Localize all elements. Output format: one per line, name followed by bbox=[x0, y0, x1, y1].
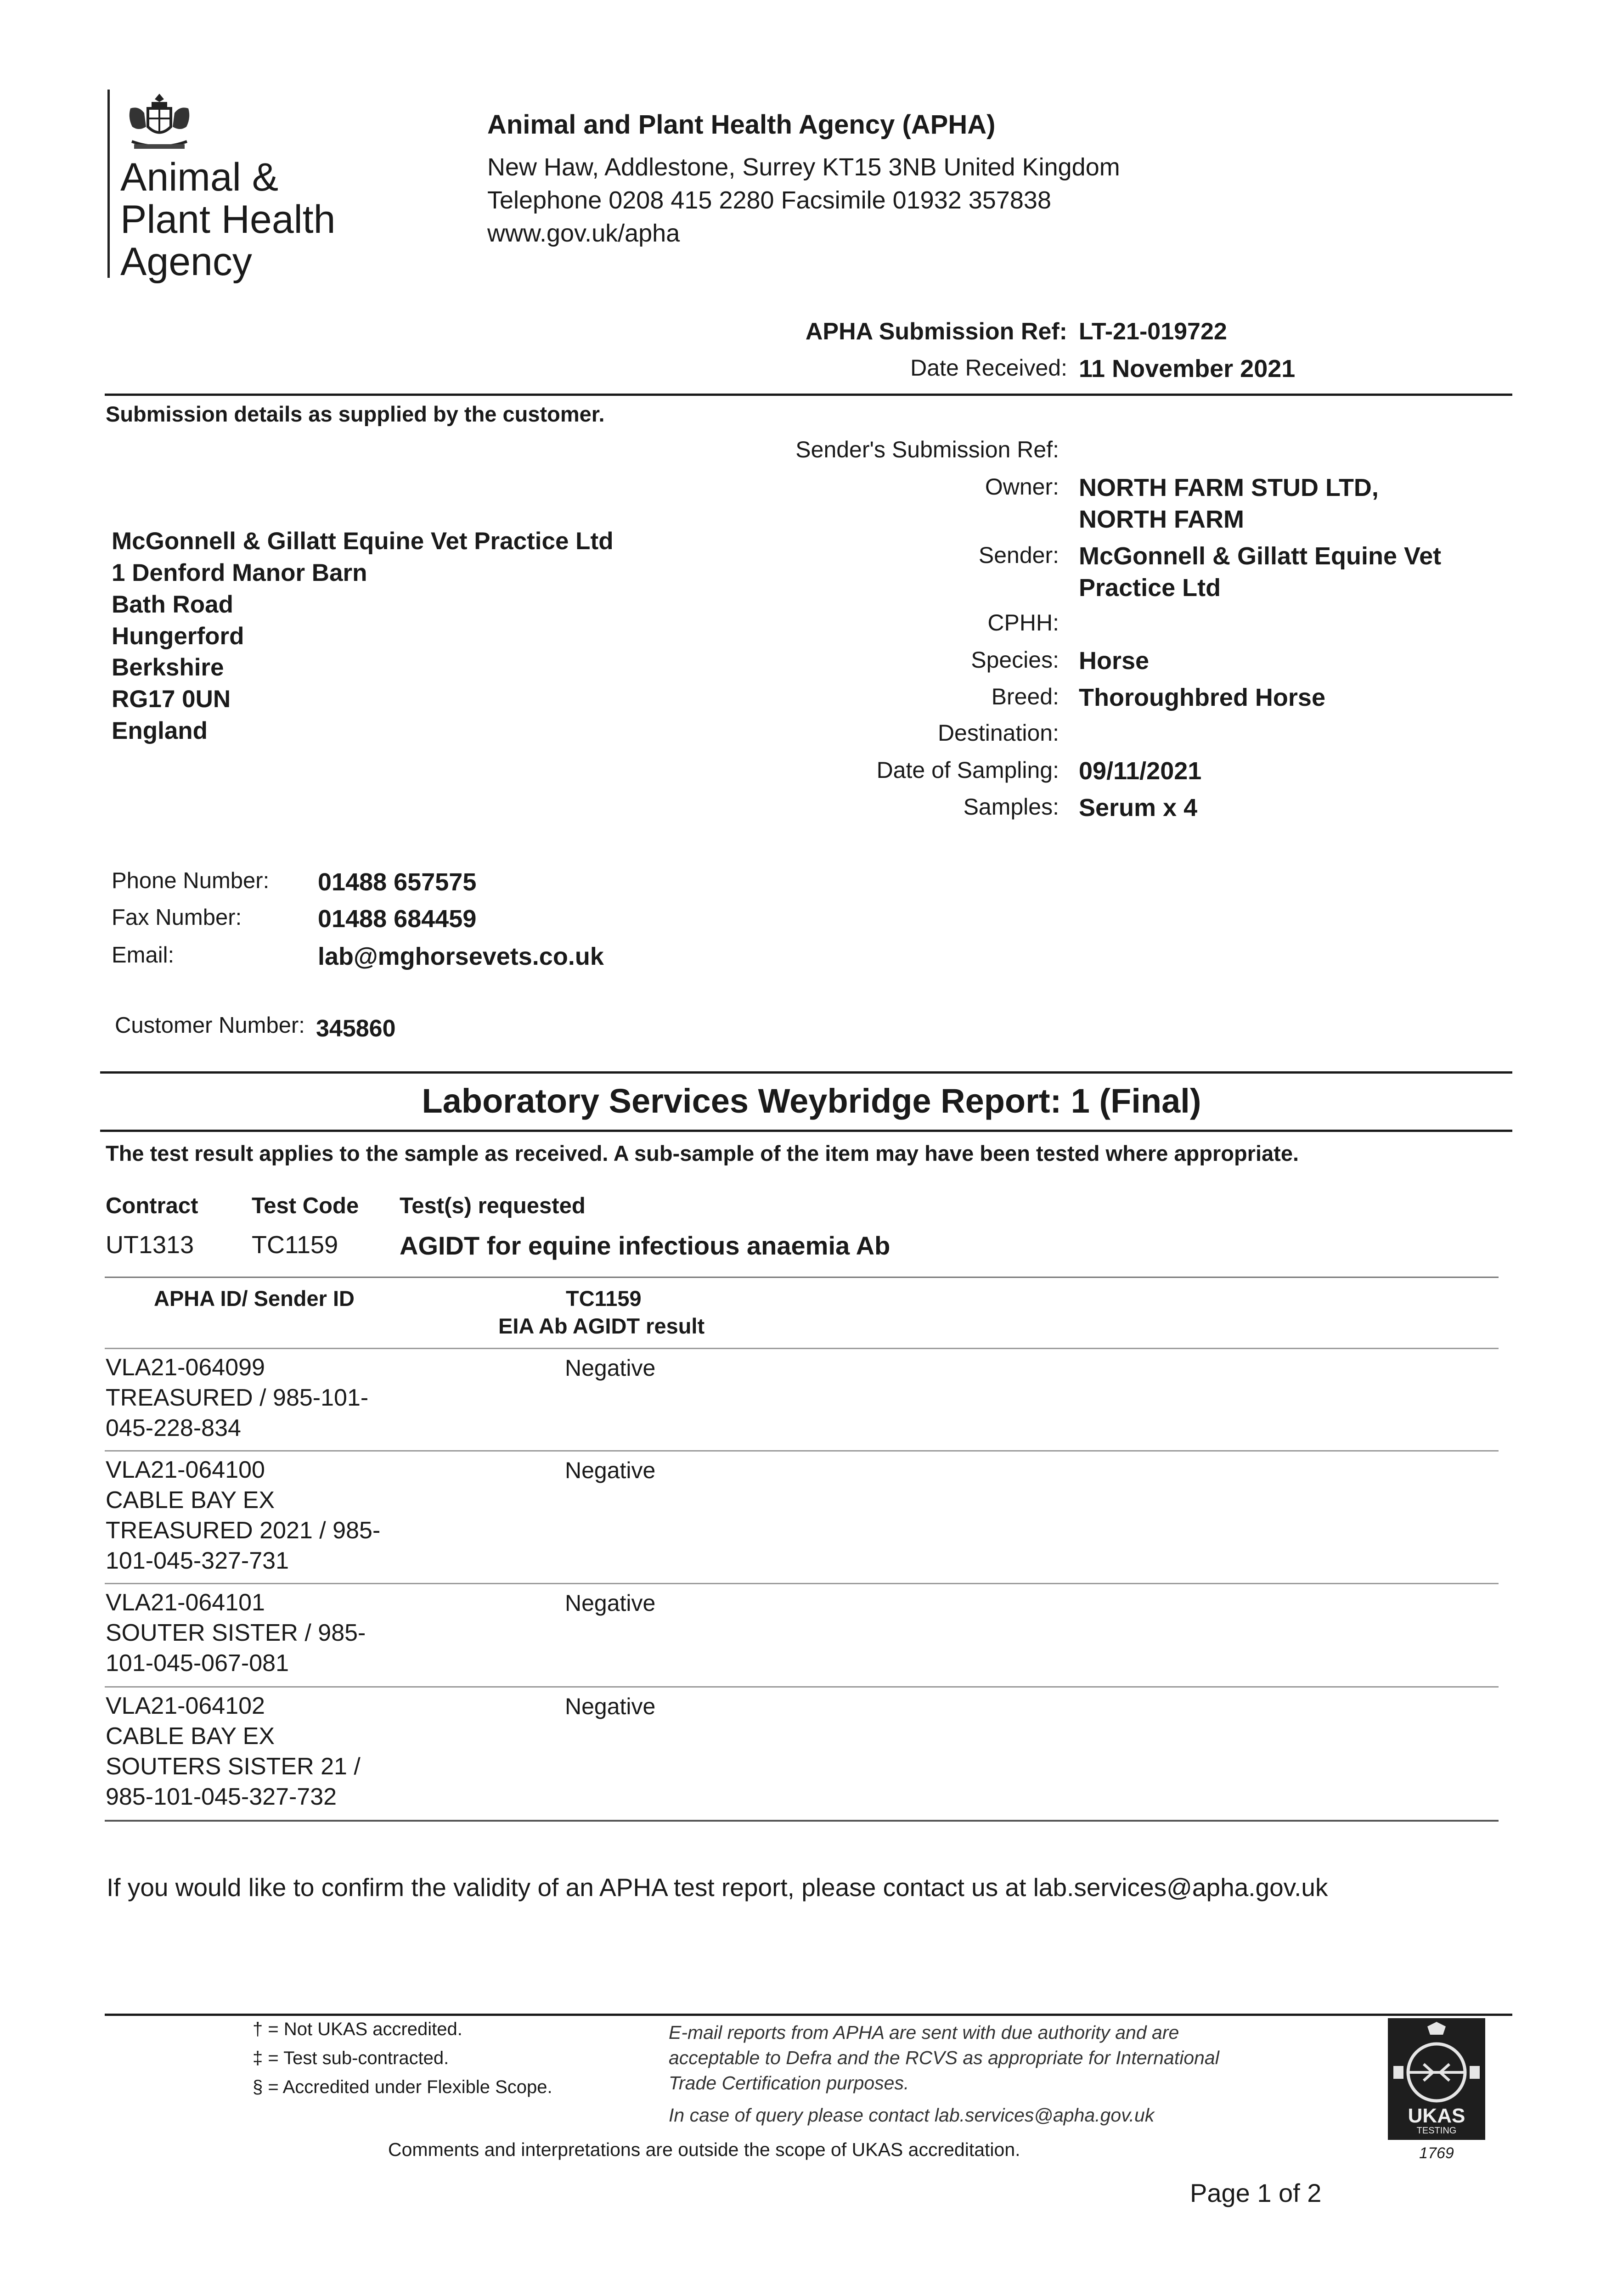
royal-crest-icon bbox=[120, 90, 198, 154]
test-code-value: TC1159 bbox=[252, 1231, 338, 1259]
ukas-sub-label: TESTING bbox=[1416, 2126, 1457, 2136]
agency-website: www.gov.uk/apha bbox=[487, 219, 680, 247]
owner-value-line-2: NORTH FARM bbox=[1079, 506, 1244, 533]
sample-id-line: CABLE BAY EX bbox=[106, 1723, 275, 1750]
sampling-date-label: Date of Sampling: bbox=[876, 757, 1059, 783]
report-rule-top bbox=[100, 1071, 1512, 1074]
sample-id-line: TREASURED 2021 / 985- bbox=[106, 1517, 381, 1544]
sample-id-line: VLA21-064100 bbox=[106, 1457, 265, 1483]
tests-requested-header: Test(s) requested bbox=[400, 1193, 586, 1218]
logo-text-line-2: Plant Health bbox=[120, 197, 336, 242]
sampling-date-value: 09/11/2021 bbox=[1079, 757, 1202, 785]
fax-value: 01488 684459 bbox=[318, 905, 477, 933]
email-label: Email: bbox=[112, 943, 175, 968]
results-header-rule bbox=[105, 1348, 1499, 1349]
sample-id-line: VLA21-064102 bbox=[106, 1693, 265, 1719]
test-code-header: Test Code bbox=[252, 1193, 359, 1218]
date-received-value: 11 November 2021 bbox=[1079, 355, 1296, 383]
sample-id-line: CABLE BAY EX bbox=[106, 1487, 275, 1514]
owner-value-line-1: NORTH FARM STUD LTD, bbox=[1079, 474, 1379, 501]
footer-rule bbox=[105, 2014, 1512, 2016]
samples-label: Samples: bbox=[963, 794, 1059, 820]
results-rule-top bbox=[105, 1277, 1499, 1278]
details-note: Submission details as supplied by the customer. bbox=[106, 402, 605, 426]
phone-value: 01488 657575 bbox=[318, 868, 477, 896]
row-divider bbox=[105, 1583, 1499, 1584]
ukas-crown-icon bbox=[1388, 2018, 1485, 2110]
ukas-comments-note: Comments and interpretations are outside the scope of UKAS accreditation. bbox=[388, 2139, 1020, 2160]
logo-divider bbox=[107, 90, 110, 278]
contract-header: Contract bbox=[106, 1193, 198, 1218]
breed-label: Breed: bbox=[991, 684, 1059, 709]
sender-value-line-2: Practice Ltd bbox=[1079, 574, 1221, 602]
footnote-flexible-scope: § = Accredited under Flexible Scope. bbox=[253, 2077, 552, 2097]
agency-address: New Haw, Addlestone, Surrey KT15 3NB United Kingdom bbox=[487, 153, 1120, 181]
result-column-header-code: TC1159 bbox=[566, 1286, 642, 1311]
result-value: Negative bbox=[565, 1694, 656, 1719]
sample-id-line: TREASURED / 985-101- bbox=[106, 1384, 369, 1411]
customer-number-label: Customer Number: bbox=[115, 1013, 305, 1038]
row-divider bbox=[105, 1686, 1499, 1688]
row-divider bbox=[105, 1450, 1499, 1452]
sample-id-line: 045-228-834 bbox=[106, 1415, 241, 1441]
email-authority-line-3: Trade Certification purposes. bbox=[669, 2072, 909, 2093]
email-value: lab@mghorsevets.co.uk bbox=[318, 943, 604, 970]
agency-name: Animal and Plant Health Agency (APHA) bbox=[487, 110, 996, 140]
query-contact-line: In case of query please contact lab.services@apha.gov.uk bbox=[669, 2105, 1155, 2126]
submission-ref-label: APHA Submission Ref: bbox=[805, 318, 1067, 345]
breed-value: Thoroughbred Horse bbox=[1079, 684, 1325, 711]
logo-text-line-1: Animal & bbox=[120, 155, 279, 199]
address-line-3: Bath Road bbox=[112, 591, 233, 618]
footnote-not-accredited: † = Not UKAS accredited. bbox=[253, 2019, 462, 2039]
sample-id-line: SOUTER SISTER / 985- bbox=[106, 1620, 366, 1646]
sender-value-line-1: McGonnell & Gillatt Equine Vet bbox=[1079, 542, 1442, 570]
result-value: Negative bbox=[565, 1355, 656, 1381]
email-authority-line-1: E-mail reports from APHA are sent with due authority and are bbox=[669, 2022, 1179, 2043]
page-number: Page 1 of 2 bbox=[1190, 2178, 1322, 2207]
submission-ref-value: LT-21-019722 bbox=[1079, 318, 1227, 345]
species-label: Species: bbox=[971, 647, 1059, 673]
date-received-label: Date Received: bbox=[910, 355, 1067, 381]
ukas-number: 1769 bbox=[1419, 2144, 1454, 2162]
address-line-6: RG17 0UN bbox=[112, 686, 231, 713]
results-rule-bottom bbox=[105, 1820, 1499, 1822]
report-note: The test result applies to the sample as received. A sub-sample of the item may have been tested where appropriate. bbox=[106, 1141, 1299, 1165]
sender-label: Sender: bbox=[978, 542, 1059, 568]
footnote-sub-contracted: ‡ = Test sub-contracted. bbox=[253, 2048, 449, 2068]
sample-id-line: VLA21-064101 bbox=[106, 1589, 265, 1616]
address-line-5: Berkshire bbox=[112, 654, 224, 681]
header-rule bbox=[105, 394, 1512, 396]
ukas-badge bbox=[1388, 2018, 1485, 2140]
agency-phone-fax: Telephone 0208 415 2280 Facsimile 01932 357838 bbox=[487, 186, 1051, 214]
report-title: Laboratory Services Weybridge Report: 1 (Final) bbox=[422, 1082, 1201, 1120]
sample-id-line: VLA21-064099 bbox=[106, 1354, 265, 1381]
result-value: Negative bbox=[565, 1590, 656, 1616]
sample-id-line: 985-101-045-327-732 bbox=[106, 1784, 337, 1810]
address-line-4: Hungerford bbox=[112, 623, 244, 650]
species-value: Horse bbox=[1079, 647, 1150, 675]
destination-label: Destination: bbox=[937, 720, 1059, 746]
sample-id-line: SOUTERS SISTER 21 / bbox=[106, 1753, 361, 1780]
owner-label: Owner: bbox=[985, 474, 1059, 500]
senders-ref-label: Sender's Submission Ref: bbox=[795, 437, 1059, 462]
fax-label: Fax Number: bbox=[112, 905, 242, 930]
report-rule-bottom bbox=[100, 1130, 1512, 1132]
cphh-label: CPHH: bbox=[987, 610, 1059, 636]
logo-text-line-3: Agency bbox=[120, 240, 252, 284]
email-authority-line-2: acceptable to Defra and the RCVS as appropriate for International bbox=[669, 2047, 1219, 2068]
customer-number-value: 345860 bbox=[316, 1015, 396, 1042]
test-requested-value: AGIDT for equine infectious anaemia Ab bbox=[400, 1231, 890, 1260]
sample-id-line: 101-045-067-081 bbox=[106, 1650, 289, 1677]
samples-value: Serum x 4 bbox=[1079, 794, 1198, 822]
contract-value: UT1313 bbox=[106, 1231, 194, 1259]
address-line-1: McGonnell & Gillatt Equine Vet Practice Ltd bbox=[112, 528, 614, 555]
sample-id-line: 101-045-327-731 bbox=[106, 1548, 289, 1574]
address-line-7: England bbox=[112, 717, 208, 744]
validity-note: If you would like to confirm the validity of an APHA test report, please contact us at lab.services@apha.gov.uk bbox=[107, 1873, 1328, 1902]
id-column-header: APHA ID/ Sender ID bbox=[154, 1286, 355, 1311]
address-line-2: 1 Denford Manor Barn bbox=[112, 559, 367, 586]
ukas-label: UKAS bbox=[1408, 2105, 1465, 2127]
result-value: Negative bbox=[565, 1458, 656, 1483]
result-column-header-label: EIA Ab AGIDT result bbox=[498, 1314, 705, 1338]
phone-label: Phone Number: bbox=[112, 868, 270, 893]
